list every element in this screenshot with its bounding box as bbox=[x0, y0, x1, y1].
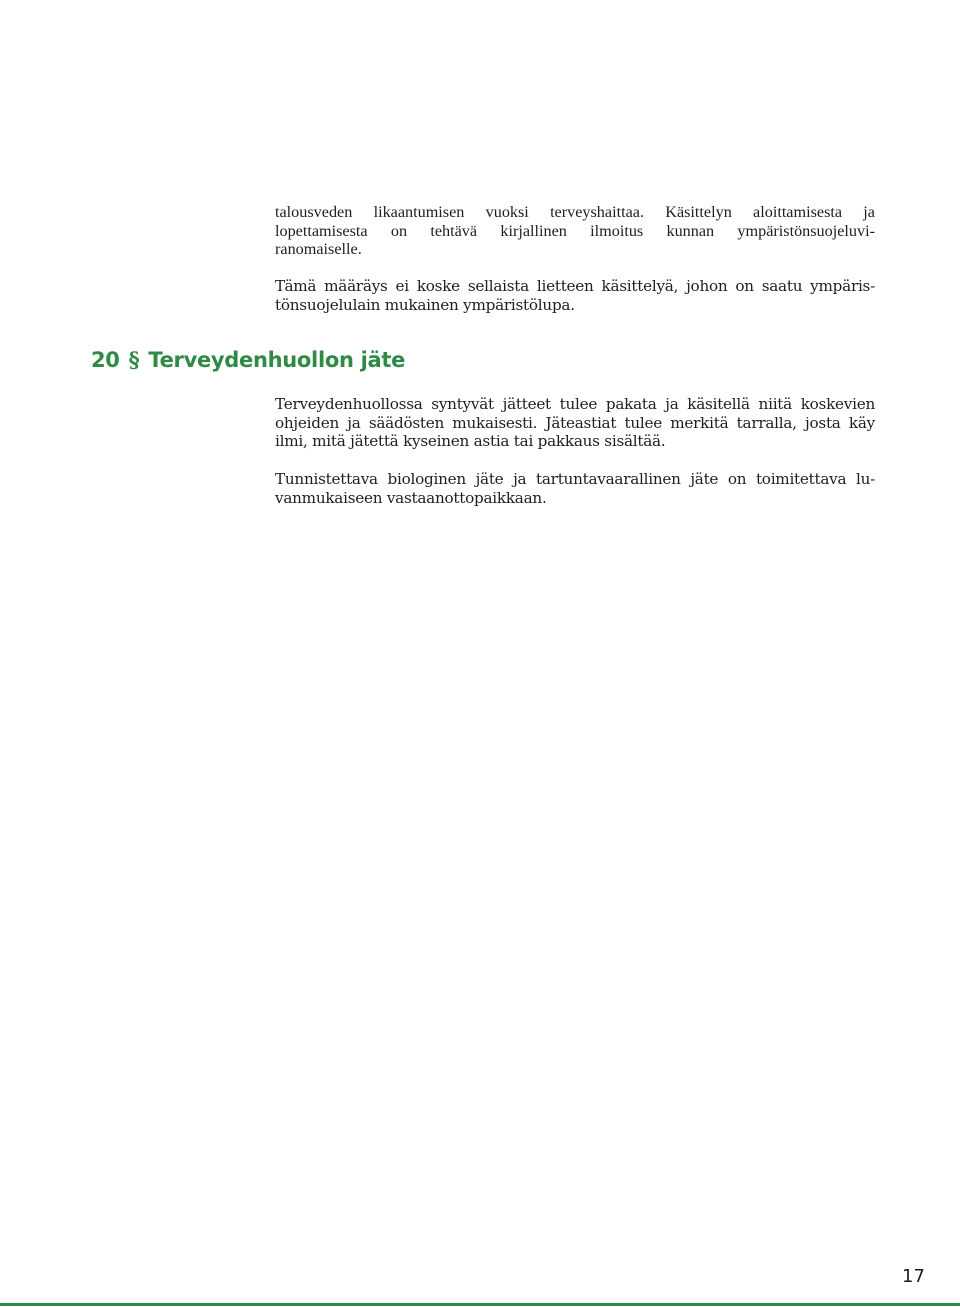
section-symbol: § bbox=[128, 347, 140, 372]
bottom-rule bbox=[0, 1303, 960, 1306]
page-number: 17 bbox=[902, 1266, 925, 1287]
section-number: 20 bbox=[91, 348, 120, 372]
paragraph-continuation bbox=[275, 203, 875, 259]
text-line: ohjeiden ja säädösten mukaisesti. Jäteastiat tulee merkitä tarralla, josta käy bbox=[275, 413, 875, 432]
paragraph-healthcare-waste bbox=[275, 395, 875, 451]
text-line: talousveden likaantumisen vuoksi terveyshaittaa. Käsittelyn aloittamisesta ja bbox=[275, 203, 875, 221]
text-line: Tunnistettava biologinen jäte ja tartuntavaarallinen jäte on toimitettava lu- bbox=[275, 470, 875, 488]
section-heading bbox=[91, 347, 405, 372]
text-line: tönsuojelulain mukainen ympäristölupa. bbox=[275, 295, 575, 314]
text-line: ilmi, mitä jätettä kyseinen astia tai pakkaus sisältää. bbox=[275, 432, 666, 451]
section-title: Terveydenhuollon jäte bbox=[148, 348, 406, 372]
text-line: Terveydenhuollossa syntyvät jätteet tulee pakata ja käsitellä niitä koskevien bbox=[275, 395, 875, 413]
text-line: ranomaiselle. bbox=[275, 240, 362, 259]
text-line: lopettamisesta on tehtävä kirjallinen ilmoitus kunnan ympäristönsuojeluvi- bbox=[275, 221, 875, 240]
text-line: Tämä määräys ei koske sellaista lietteen käsittelyä, johon on saatu ympäris- bbox=[275, 277, 875, 295]
paragraph-biological-waste bbox=[275, 470, 875, 507]
text-line: vanmukaiseen vastaanottopaikkaan. bbox=[275, 488, 547, 507]
paragraph-exemption bbox=[275, 277, 875, 314]
